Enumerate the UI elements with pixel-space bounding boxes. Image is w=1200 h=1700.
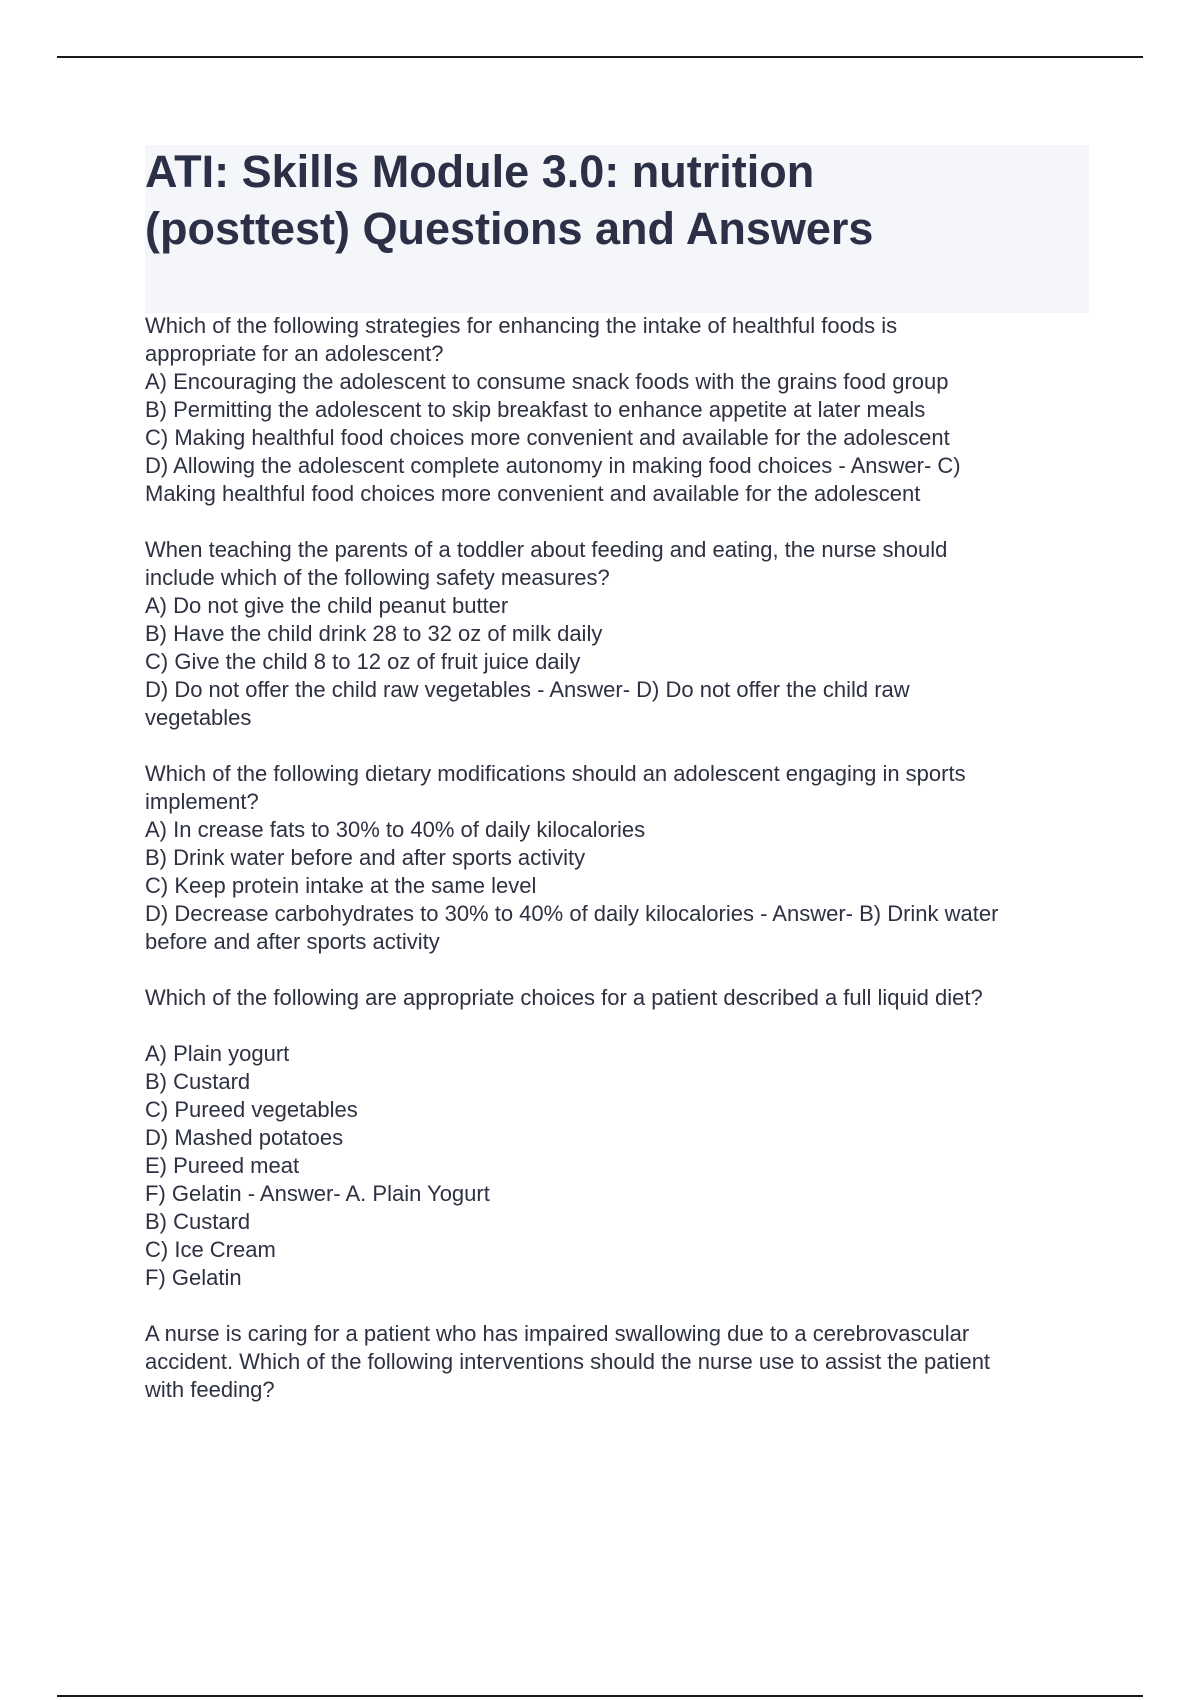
question-text: A nurse is caring for a patient who has impaired swallowing due to a cerebrovascular	[145, 1321, 970, 1346]
title-line-1: ATI: Skills Module 3.0: nutrition	[145, 146, 815, 197]
question-line: D) Mashed potatoes	[145, 1125, 344, 1150]
question-list	[145, 312, 1095, 1432]
question-line: D) Do not offer the child raw vegetables - Answer- D) Do not offer the child raw	[145, 677, 910, 702]
page-title	[145, 143, 1089, 257]
question-block	[145, 312, 1095, 508]
question-text: Which of the following are appropriate choices for a patient described a full liquid diet?	[145, 985, 983, 1010]
question-line: B) Permitting the adolescent to skip breakfast to enhance appetite at later meals	[145, 397, 926, 422]
question-line: accident. Which of the following interventions should the nurse use to assist the patient	[145, 1349, 991, 1374]
question-line: B) Have the child drink 28 to 32 oz of milk daily	[145, 621, 603, 646]
blank-line	[145, 1012, 1095, 1040]
footer-divider	[57, 1695, 1143, 1697]
question-text: When teaching the parents of a toddler about feeding and eating, the nurse should	[145, 537, 948, 562]
question-block	[145, 1320, 1095, 1404]
question-line: D) Decrease carbohydrates to 30% to 40% of daily kilocalories - Answer- B) Drink water	[145, 901, 999, 926]
question-line: F) Gelatin - Answer- A. Plain Yogurt	[145, 1181, 490, 1206]
question-line: A) Encouraging the adolescent to consume snack foods with the grains food group	[145, 369, 949, 394]
question-block	[145, 984, 1095, 1292]
question-line: C) Ice Cream	[145, 1237, 276, 1262]
question-line: B) Drink water before and after sports activity	[145, 845, 586, 870]
question-line: A) Do not give the child peanut butter	[145, 593, 509, 618]
question-line: with feeding?	[145, 1377, 275, 1402]
question-line: A) Plain yogurt	[145, 1041, 290, 1066]
question-line: C) Keep protein intake at the same level	[145, 873, 537, 898]
question-line: include which of the following safety measures?	[145, 565, 610, 590]
question-line: before and after sports activity	[145, 929, 440, 954]
question-text: Which of the following dietary modifications should an adolescent engaging in sports	[145, 761, 966, 786]
question-line: appropriate for an adolescent?	[145, 341, 444, 366]
question-line: C) Give the child 8 to 12 oz of fruit juice daily	[145, 649, 581, 674]
question-line: Making healthful food choices more convenient and available for the adolescent	[145, 481, 921, 506]
question-line: F) Gelatin	[145, 1265, 242, 1290]
question-line: E) Pureed meat	[145, 1153, 300, 1178]
title-line-2: (posttest) Questions and Answers	[145, 203, 874, 254]
header-divider	[57, 56, 1143, 58]
question-block	[145, 536, 1095, 732]
question-line: implement?	[145, 789, 259, 814]
question-block	[145, 760, 1095, 956]
question-line: D) Allowing the adolescent complete autonomy in making food choices - Answer- C)	[145, 453, 961, 478]
question-line: B) Custard	[145, 1069, 251, 1094]
question-line: vegetables	[145, 705, 252, 730]
question-line: A) In crease fats to 30% to 40% of daily kilocalories	[145, 817, 646, 842]
question-line: B) Custard	[145, 1209, 251, 1234]
question-line: C) Pureed vegetables	[145, 1097, 358, 1122]
question-line: C) Making healthful food choices more convenient and available for the adolescent	[145, 425, 950, 450]
question-text: Which of the following strategies for enhancing the intake of healthful foods is	[145, 313, 898, 338]
